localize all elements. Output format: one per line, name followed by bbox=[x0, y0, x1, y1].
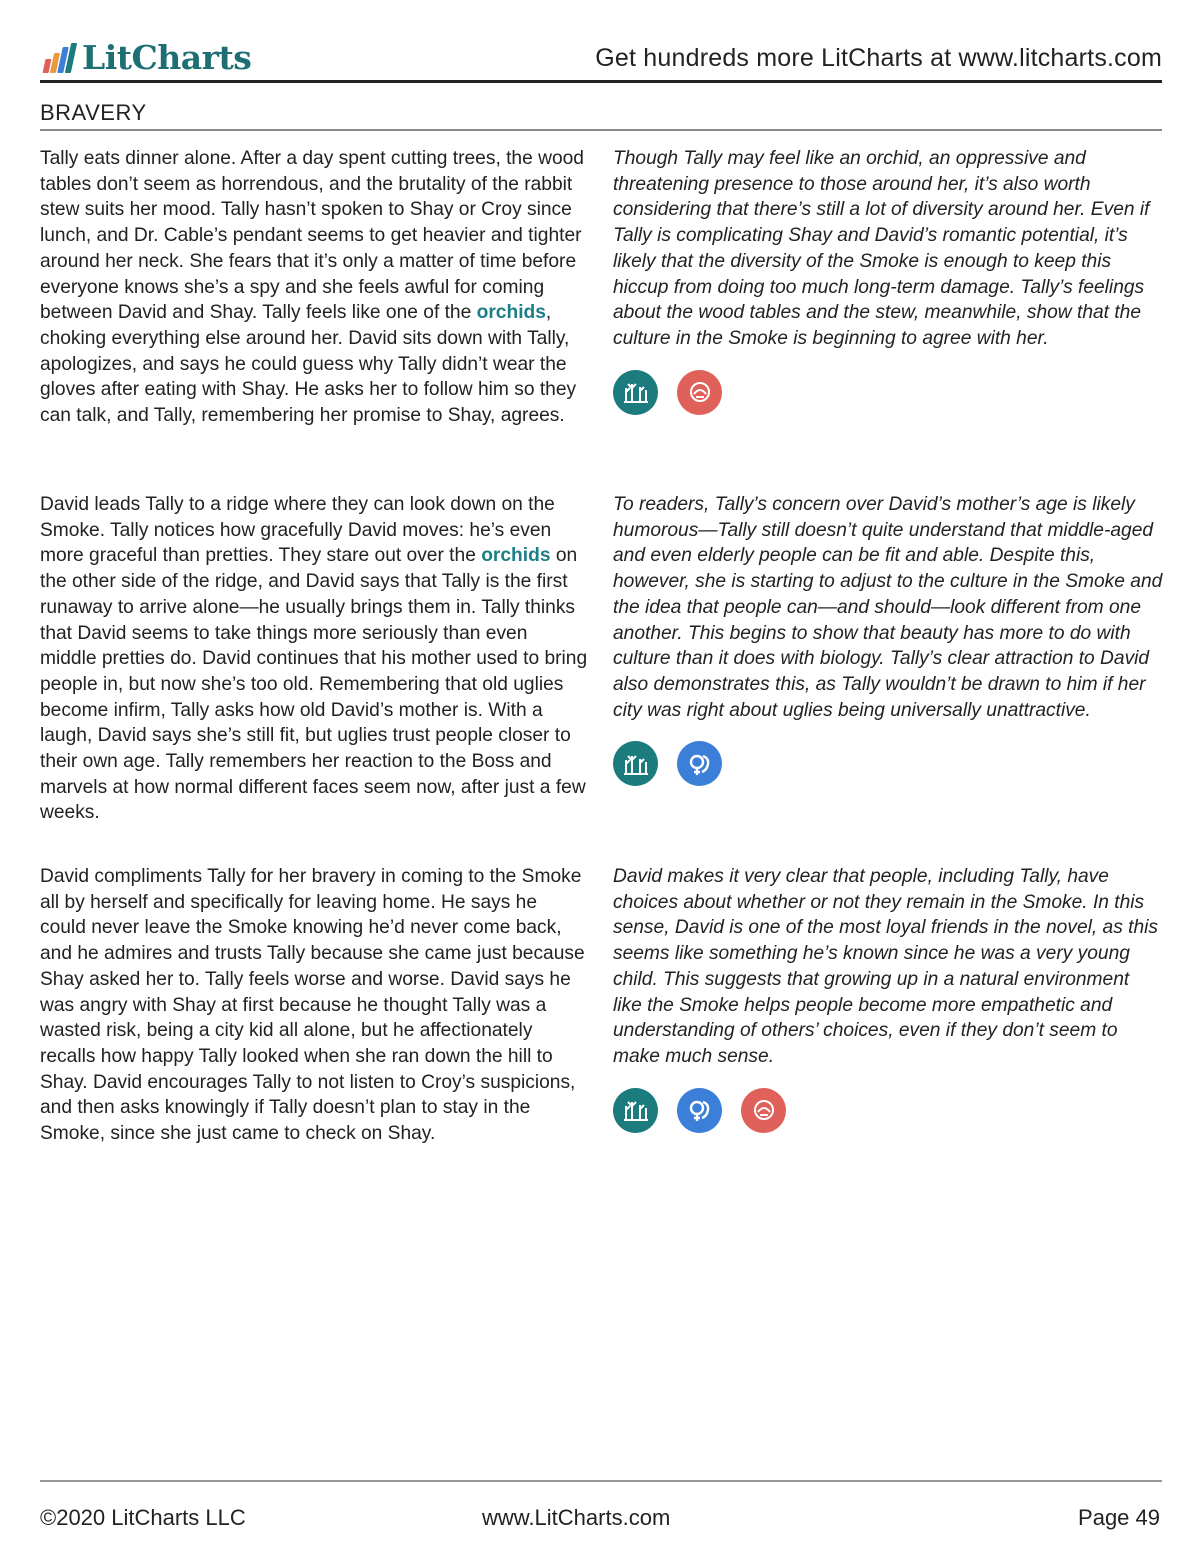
footer-site-link[interactable]: www.LitCharts.com bbox=[482, 1505, 671, 1530]
header-divider bbox=[40, 80, 1162, 83]
promo-link[interactable]: Get hundreds more LitCharts at www.litcharts.com bbox=[595, 44, 1162, 72]
section-divider bbox=[40, 129, 1162, 131]
litcharts-logo[interactable] bbox=[44, 38, 251, 77]
section-title: BRAVERY bbox=[40, 100, 147, 125]
summary-fragment: , choking everything else around her. David sits down with Tally, apologizes, and says he could guess why Tally didn’t wear the gloves after eating with Shay. He asks her to follow him so they can talk, and Tally, remembering her promise to Shay, agrees. bbox=[40, 302, 577, 427]
summary-fragment: on the other side of the ridge, and David says that Tally is the first runaway to arrive alone—he usually brings them in. Tally thinks that David seems to take things more seriously than even middle pretties do. David continues that his mother used to bring people in, but now she’s too old. Remembering that old uglies become infirm, Tally asks how old David’s mother is. With a laugh, David says she’s still fit, but uglies trust people closer to their own age. Tally remembers her reaction to the Boss and marvels at how normal different faces seem now, after just a few weeks. bbox=[40, 545, 588, 824]
nature-theme-icon[interactable] bbox=[613, 741, 658, 786]
analysis-column bbox=[613, 146, 1163, 415]
nature-theme-icon[interactable] bbox=[613, 1088, 658, 1133]
symbol-link-orchids[interactable]: orchids bbox=[476, 302, 546, 324]
summary-text bbox=[40, 492, 588, 826]
summary-text bbox=[40, 146, 588, 429]
footer-copyright: ©2020 LitCharts LLC bbox=[40, 1505, 246, 1530]
summary-fragment: Tally eats dinner alone. After a day spent cutting trees, the wood tables don’t seem as horrendous, and the brutality of the rabbit stew suits her mood. Tally hasn’t spoken to Shay or Croy since lunch, and Dr. Cable’s pendant seems to get heavier and tighter around her neck. She fears that it’s only a matter of time before everyone knows she’s a spy and she feels awful for coming between David and Shay. Tally feels like one of the bbox=[40, 148, 584, 324]
summary-fragment: David leads Tally to a ridge where they can look down on the Smoke. Tally notices how gracefully David moves: he’s even more graceful than pretties. They stare out over the bbox=[40, 494, 555, 567]
theme-icons bbox=[613, 1088, 1163, 1133]
beauty-theme-icon[interactable] bbox=[677, 1088, 722, 1133]
analysis-column bbox=[613, 492, 1163, 786]
theme-icons bbox=[613, 370, 1163, 415]
page-header bbox=[40, 36, 1162, 82]
analysis-column bbox=[613, 864, 1163, 1133]
footer-page-number: Page 49 bbox=[1078, 1505, 1160, 1530]
nature-theme-icon[interactable] bbox=[613, 370, 658, 415]
analysis-text: David makes it very clear that people, including Tally, have choices about whether or not they remain in the Smoke. In this sense, David is one of the most loyal friends in the novel, as this seems like something he’s known since he was a very young child. This suggests that growing up in a natural environment like the Smoke helps people become more empathetic and understanding of others’ choices, even if they don’t seem to make much sense. bbox=[613, 866, 1158, 1067]
logo-bars-icon bbox=[44, 43, 74, 73]
society-theme-icon[interactable] bbox=[677, 370, 722, 415]
theme-icons bbox=[613, 741, 1163, 786]
beauty-theme-icon[interactable] bbox=[677, 741, 722, 786]
analysis-text: Though Tally may feel like an orchid, an oppressive and threatening presence to those around her, it’s also worth considering that there’s still a lot of diversity around her. Even if Tally is complicating Shay and David’s romantic potential, it’s likely that the diversity of the Smoke is enough to keep this hiccup from doing too much long-term damage. Tally’s feelings about the wood tables and the stew, meanwhile, show that the culture in the Smoke is beginning to agree with her. bbox=[613, 148, 1150, 349]
logo-wordmark: LitCharts bbox=[82, 38, 252, 77]
symbol-link-orchids[interactable]: orchids bbox=[481, 545, 551, 567]
footer-divider bbox=[40, 1480, 1162, 1482]
society-theme-icon[interactable] bbox=[741, 1088, 786, 1133]
analysis-text: To readers, Tally’s concern over David’s mother’s age is likely humorous—Tally still doesn’t quite understand that middle-aged and even elderly people can be fit and able. Despite this, however, she is starting to adjust to the culture in the Smoke and the idea that people can—and should—look different from one another. This begins to show that beauty has more to do with culture than it does with biology. Tally’s clear attraction to David also demonstrates this, as Tally wouldn’t be drawn to him if her city was right about uglies being universally unattractive. bbox=[613, 494, 1163, 721]
summary-text: David compliments Tally for her bravery in coming to the Smoke all by herself and specifically for leaving home. He says he could never leave the Smoke knowing he’d never come back, and he admires and trusts Tally because she came just because Shay asked her to. Tally feels worse and worse. David says he was angry with Shay at first because he thought Tally was a wasted risk, being a city kid all alone, but he affectionately recalls how happy Tally looked when she ran down the hill to Shay. David encourages Tally to not listen to Croy’s suspicions, and then asks knowingly if Tally doesn’t plan to stay in the Smoke, since she just came to check on Shay. bbox=[40, 866, 585, 1145]
